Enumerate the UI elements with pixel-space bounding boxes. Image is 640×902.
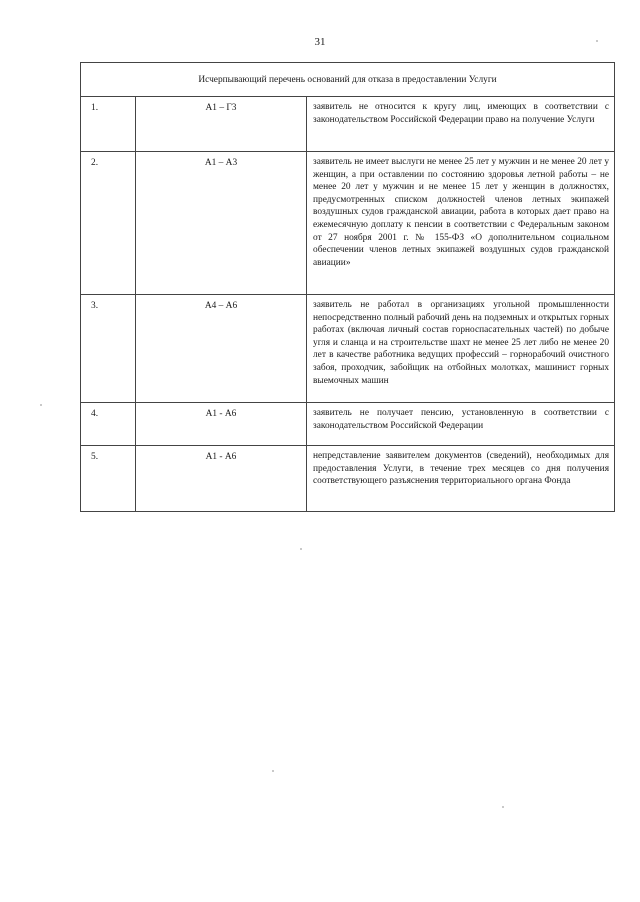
scan-speck (300, 548, 302, 550)
row-number: 3. (81, 295, 136, 403)
table-title: Исчерпывающий перечень оснований для отказа в предоставлении Услуги (81, 63, 615, 97)
row-ground-text: заявитель не относится к кругу лиц, имеющих в соответствии с законодательством Российской Федерации право на получение Услуги (307, 97, 615, 152)
row-code: А1 – А3 (136, 152, 307, 295)
scan-speck (40, 404, 42, 406)
row-code: А4 – А6 (136, 295, 307, 403)
row-code: А1 - А6 (136, 403, 307, 446)
row-ground-text: непредставление заявителем документов (сведений), необходимых для предоставления Услуги, в течение трех месяцев со дня получения соответствующего разъяснения территориального органа Фонда (307, 446, 615, 512)
table-row (81, 295, 615, 403)
table-header-row (81, 63, 615, 97)
table-row (81, 403, 615, 446)
table-row (81, 97, 615, 152)
page-number: 31 (314, 36, 326, 48)
scan-speck (502, 806, 504, 808)
scan-speck (596, 40, 598, 42)
table-row (81, 446, 615, 512)
table-row (81, 152, 615, 295)
row-number: 2. (81, 152, 136, 295)
row-number: 4. (81, 403, 136, 446)
row-number: 5. (81, 446, 136, 512)
row-ground-text: заявитель не имеет выслуги не менее 25 лет у мужчин и не менее 20 лет у женщин, а при оставлении по состоянию здоровья летной работы – не менее 20 лет у мужчин и не менее 15 лет у женщин в должностях, предусмотренных списком должностей членов летных экипажей воздушных судов гражданской авиации, работа в которых дает право на ежемесячную доплату к пенсии в соответствии с Федеральным законом от 27 ноября 2001 г. № 155-ФЗ «О дополнительном социальном обеспечении членов летных экипажей воздушных судов гражданской авиации» (307, 152, 615, 295)
refusal-grounds-table (80, 62, 615, 512)
row-ground-text: заявитель не работал в организациях угольной промышленности непосредственно полный рабочий день на подземных и открытых горных работах (включая личный состав горноспасательных частей) по добыче угля и сланца и на строительстве шахт не менее 25 лет либо не менее 20 лет в качестве работника ведущих профессий – горнорабочий очистного забоя, проходчик, забойщик на отбойных молотках, машинист горных выемочных машин (307, 295, 615, 403)
row-code: А1 - А6 (136, 446, 307, 512)
row-number: 1. (81, 97, 136, 152)
row-code: А1 – Г3 (136, 97, 307, 152)
scan-speck (272, 770, 274, 772)
row-ground-text: заявитель не получает пенсию, установленную в соответствии с законодательством Российской Федерации (307, 403, 615, 446)
